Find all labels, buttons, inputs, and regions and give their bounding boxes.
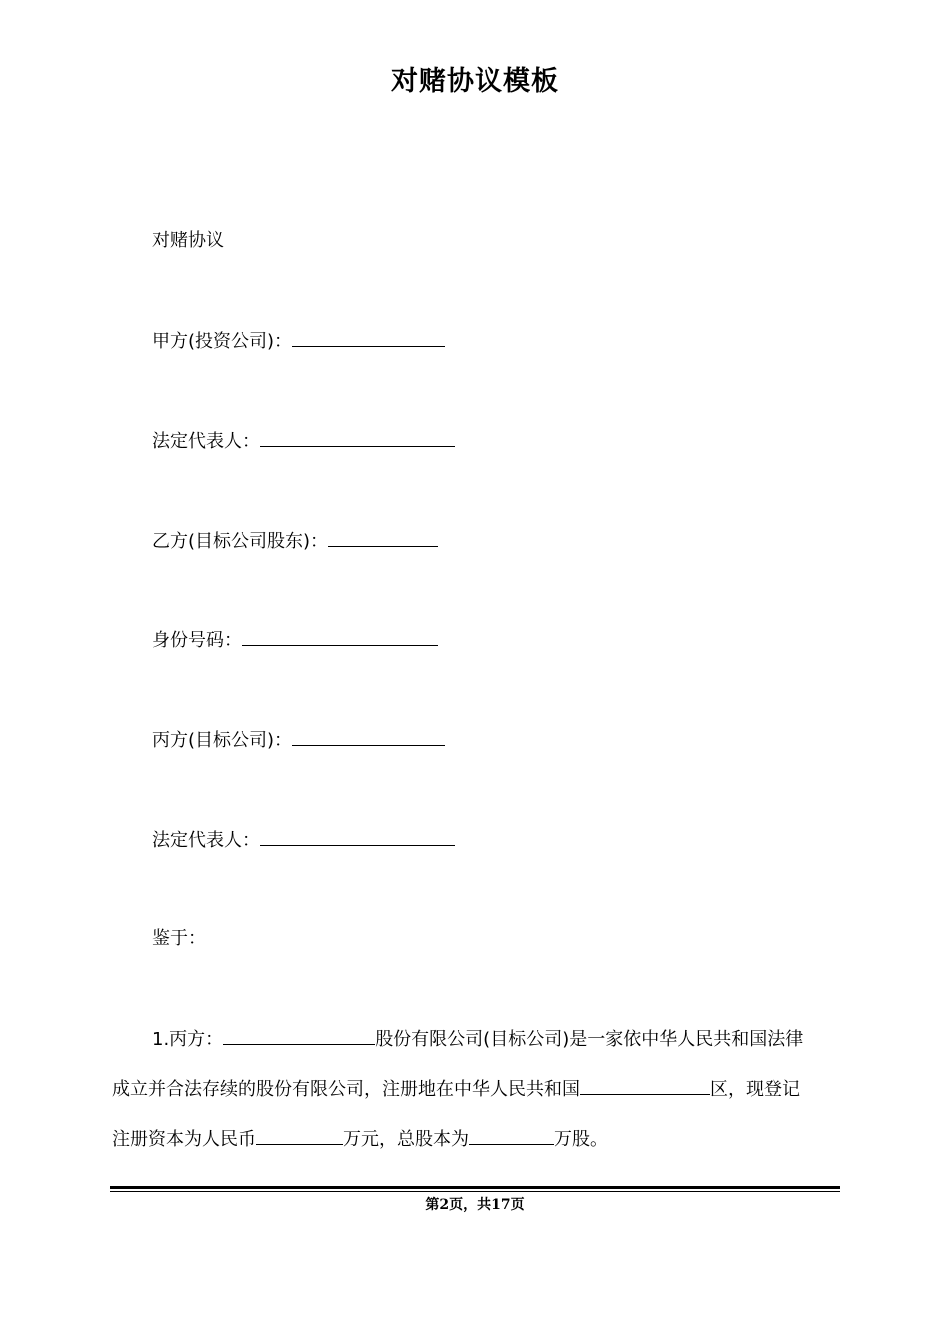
party-c-rep-blank <box>260 827 455 846</box>
id-number-field <box>152 627 438 654</box>
document-title: 对赌协议模板 <box>391 66 559 97</box>
id-number-label: 身份号码： <box>152 630 242 651</box>
party-a-label: 甲方(投资公司)： <box>152 331 293 352</box>
footer-divider-thin <box>110 1191 840 1192</box>
whereas-heading: 鉴于： <box>152 928 206 949</box>
agreement-heading: 对赌协议 <box>152 230 224 251</box>
party-c-label: 丙方(目标公司)： <box>152 730 293 751</box>
party-c-rep-field <box>152 827 455 854</box>
party-a-rep-field <box>152 428 455 455</box>
clause-1-text-3c: 万股。 <box>554 1129 608 1150</box>
party-a-field <box>152 328 445 355</box>
company-name-blank <box>223 1026 375 1045</box>
clause-1-text-3b: 万元，总股本为 <box>343 1129 469 1150</box>
party-c-field <box>152 727 445 754</box>
clause-1-line-3 <box>112 1126 608 1153</box>
clause-1-prefix: 1.丙方： <box>152 1029 224 1050</box>
clause-1-text-2b: 区，现登记 <box>710 1079 800 1100</box>
clause-1-text-3a: 注册资本为人民币 <box>112 1129 256 1150</box>
party-c-rep-label: 法定代表人： <box>152 830 260 851</box>
district-blank <box>580 1076 710 1095</box>
page-number: 第2页，共17页 <box>425 1197 525 1213</box>
party-b-field <box>152 528 438 555</box>
party-a-blank <box>292 328 445 347</box>
id-number-blank <box>242 627 438 646</box>
clause-1-line-1 <box>152 1026 803 1053</box>
registered-capital-blank <box>256 1126 343 1145</box>
clause-1-text-2a: 成立并合法存续的股份有限公司，注册地在中华人民共和国 <box>112 1079 580 1100</box>
party-c-blank <box>292 727 445 746</box>
total-shares-blank <box>469 1126 554 1145</box>
party-a-rep-label: 法定代表人： <box>152 431 260 452</box>
clause-1-text-1: 股份有限公司(目标公司)是一家依中华人民共和国法律 <box>375 1029 804 1050</box>
party-b-label: 乙方(目标公司股东)： <box>152 531 329 552</box>
party-b-blank <box>328 528 438 547</box>
clause-1-line-2 <box>112 1076 800 1103</box>
footer-divider-thick <box>110 1186 840 1189</box>
party-a-rep-blank <box>260 428 455 447</box>
